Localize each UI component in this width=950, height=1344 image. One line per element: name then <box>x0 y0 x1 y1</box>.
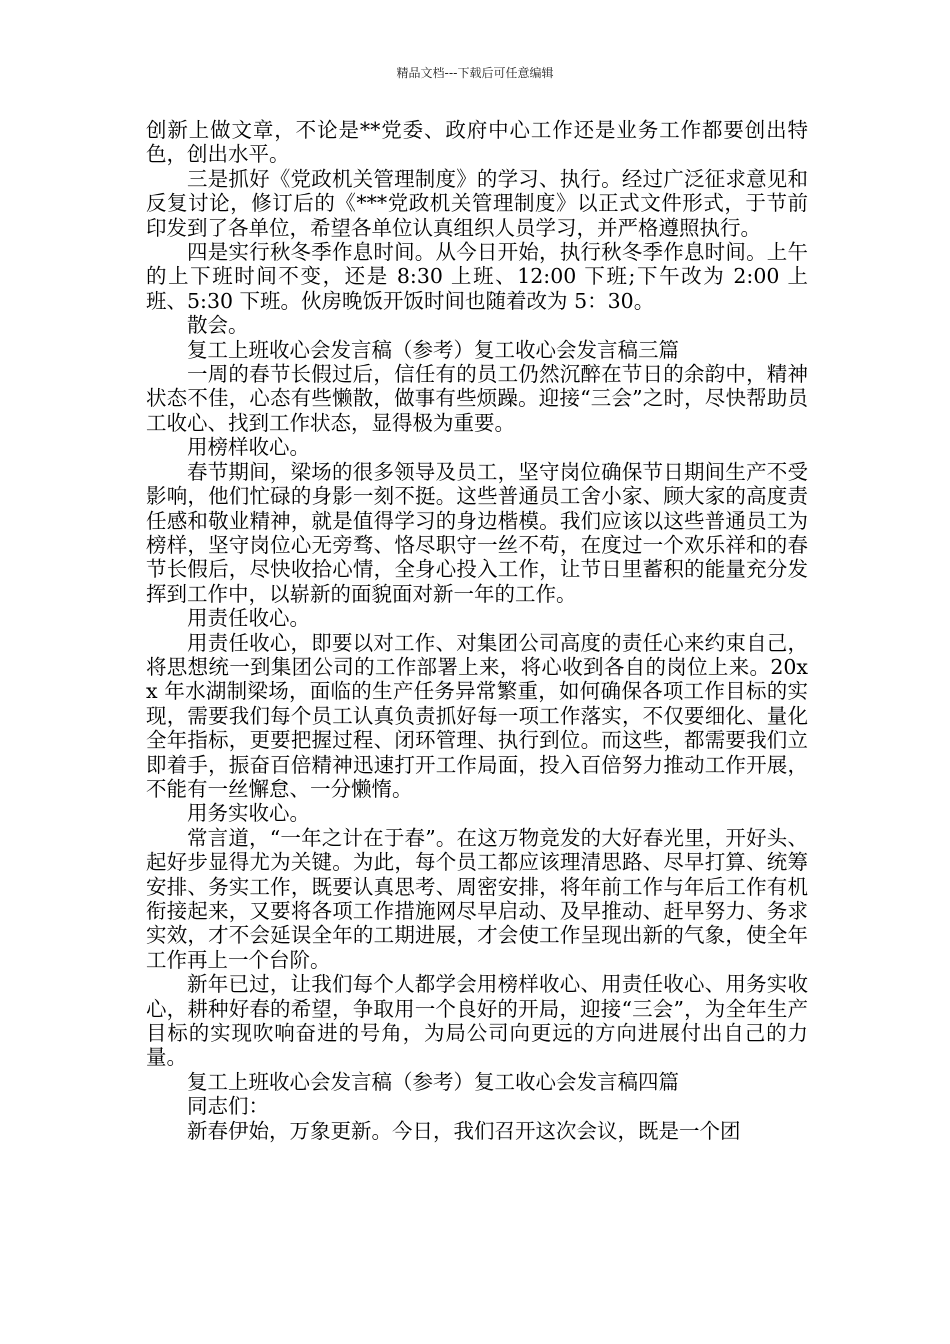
paragraph: 新年已过，让我们每个人都学会用榜样收心、用责任收心、用务实收心，耕种好春的希望，争取用一个良好的开局，迎接“三会”，为全年生产目标的实现吹响奋进的号角，为局公司向更远的方向进展付出自己的力量。 <box>146 972 808 1070</box>
paragraph: 新春伊始，万象更新。今日，我们召开这次会议，既是一个团 <box>187 1118 741 1143</box>
subheading: 用榜样收心。 <box>187 435 310 460</box>
section-title: 复工上班收心会发言稿（参考）复工收心会发言稿四篇 <box>187 1069 679 1094</box>
paragraph: 创新上做文章，不论是**党委、政府中心工作还是业务工作都要创出特色，创出水平。 <box>146 118 808 167</box>
subheading: 用责任收心。 <box>187 606 310 631</box>
paragraph: 常言道，“一年之计在于春”。在这万物竞发的大好春光里，开好头、起好步显得尤为关键。为此，每个员工都应该理清思路、尽早打算、统筹安排、务实工作，既要认真思考、周密安排，将年前工作与年后工作有机衔接起来，又要将各项工作措施网尽早启动、及早推动、赶早努力、务求实效，才不会延误全年的工期进展，才会使工作呈现出新的气象，使全年工作再上一个台阶。 <box>146 825 808 972</box>
paragraph: 散会。 <box>187 313 249 338</box>
paragraph: 用责任收心，即要以对工作、对集团公司高度的责任心来约束自己，将思想统一到集团公司的工作部署上来，将心收到各自的岗位上来。20xx 年水湖制梁场，面临的生产任务异常繁重，如何确保各项工作目标的实现，需要我们每个员工认真负责抓好每一项工作落实，不仅要细化、量化全年指标，更要把握过程、闭环管理、执行到位。而这些，都需要我们立即着手，振奋百倍精神迅速打开工作局面，投入百倍努力推动工作开展，不能有一丝懈怠、一分懒惰。 <box>146 630 808 801</box>
salutation: 同志们： <box>187 1094 269 1119</box>
paragraph: 春节期间，梁场的很多领导及员工，坚守岗位确保节日期间生产不受影响，他们忙碌的身影一刻不挺。这些普通员工舍小家、顾大家的高度责任感和敬业精神，就是值得学习的身边楷模。我们应该以这些普通员工为榜样，坚守岗位心无旁骛、恪尽职守一丝不苟，在度过一个欢乐祥和的春节长假后，尽快收拾心情，全身心投入工作，让节日里蓄积的能量充分发挥到工作中，以崭新的面貌面对新一年的工作。 <box>146 459 808 606</box>
paragraph: 一周的春节长假过后，信任有的员工仍然沉醉在节日的余韵中，精神状态不佳，心态有些懒散，做事有些烦躁。迎接“三会”之时，尽快帮助员工收心、找到工作状态，显得极为重要。 <box>146 362 808 435</box>
paragraph: 四是实行秋冬季作息时间。从今日开始，执行秋冬季作息时间。上午的上下班时间不变，还是 8:30 上班、12:00 下班;下午改为 2:00 上班、5:30 下班。伙房晚饭开饭时间也随着改为 5：30。 <box>146 240 808 313</box>
section-title: 复工上班收心会发言稿（参考）复工收心会发言稿三篇 <box>187 337 679 362</box>
page-header: 精品文档---下载后可任意编辑 <box>396 66 554 80</box>
paragraph: 三是抓好《党政机关管理制度》的学习、执行。经过广泛征求意见和反复讨论，修订后的《***党政机关管理制度》以正式文件形式，于节前印发到了各单位，希望各单位认真组织人员学习，并严格遵照执行。 <box>146 166 808 240</box>
document-body <box>146 118 808 1143</box>
subheading: 用务实收心。 <box>187 801 310 826</box>
